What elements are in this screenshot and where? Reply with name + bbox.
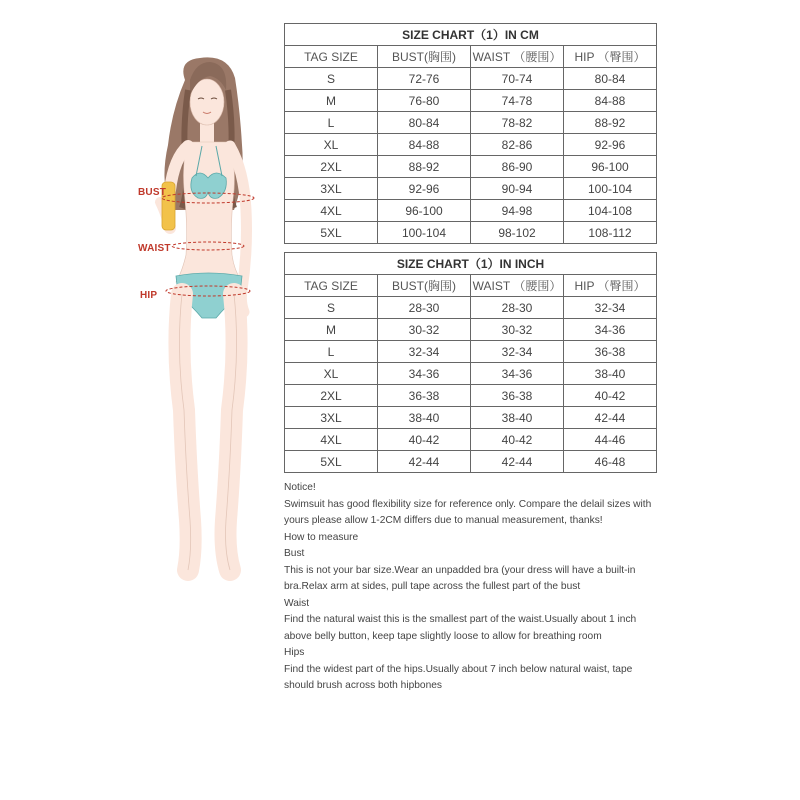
hip-cell: 96-100 (564, 156, 657, 178)
bust-cell: 36-38 (378, 385, 471, 407)
table-row (285, 319, 657, 341)
bust-cell: 40-42 (378, 429, 471, 451)
waist-cell: 34-36 (471, 363, 564, 385)
table-row (285, 112, 657, 134)
inch-size-chart (284, 252, 657, 473)
table-row (285, 385, 657, 407)
hip-cell: 40-42 (564, 385, 657, 407)
waist-cell: 42-44 (471, 451, 564, 473)
tag-size-cell: 3XL (285, 407, 378, 429)
bust-cell: 96-100 (378, 200, 471, 222)
hip-cell: 36-38 (564, 341, 657, 363)
waist-cell: 94-98 (471, 200, 564, 222)
hip-cell: 104-108 (564, 200, 657, 222)
bust-cell: 88-92 (378, 156, 471, 178)
table-row (285, 178, 657, 200)
notes-line: Swimsuit has good flexibility size for reference only. Compare the delail sizes with (284, 498, 652, 510)
bust-cell: 32-34 (378, 341, 471, 363)
tag-size-cell: 4XL (285, 429, 378, 451)
waist-cell: 40-42 (471, 429, 564, 451)
hip-cell: 92-96 (564, 134, 657, 156)
waist-cell: 82-86 (471, 134, 564, 156)
notes-line: bra.Relax arm at sides, pull tape across the fullest part of the bust (284, 581, 581, 592)
col-header-waist: WAIST （腰围） (471, 275, 564, 297)
waist-cell: 36-38 (471, 385, 564, 407)
hip-cell: 84-88 (564, 90, 657, 112)
hip-cell: 100-104 (564, 178, 657, 200)
cm-table-title: SIZE CHART（1）IN CM (285, 24, 657, 46)
table-row (285, 200, 657, 222)
tag-size-cell: XL (285, 134, 378, 156)
col-header-bust: BUST(胸围) (378, 46, 471, 68)
notes-line: Bust (284, 548, 305, 559)
tag-size-cell: 5XL (285, 222, 378, 244)
cm-table (284, 23, 657, 244)
table-row (285, 297, 657, 319)
hip-cell: 42-44 (564, 407, 657, 429)
col-header-hip: HIP （臀围） (564, 46, 657, 68)
hip-cell: 38-40 (564, 363, 657, 385)
tag-size-cell: 4XL (285, 200, 378, 222)
hip-cell: 44-46 (564, 429, 657, 451)
tag-size-cell: M (285, 319, 378, 341)
bust-cell: 72-76 (378, 68, 471, 90)
inch-table-title: SIZE CHART（1）IN INCH (285, 253, 657, 275)
table-row (285, 156, 657, 178)
bust-cell: 84-88 (378, 134, 471, 156)
waist-cell: 86-90 (471, 156, 564, 178)
waist-cell: 78-82 (471, 112, 564, 134)
model-illustration (130, 50, 280, 590)
table-row (285, 429, 657, 451)
notes-line: should brush across both hipbones (284, 680, 443, 691)
notes-line: This is not your bar size.Wear an unpadded bra (your dress will have a built-in (284, 564, 636, 576)
measurement-notes (284, 480, 684, 695)
col-header-hip: HIP （臀围） (564, 275, 657, 297)
bust-cell: 28-30 (378, 297, 471, 319)
notes-line: Waist (284, 597, 310, 609)
waist-cell: 38-40 (471, 407, 564, 429)
tag-size-cell: 5XL (285, 451, 378, 473)
tag-size-cell: L (285, 341, 378, 363)
cm-size-chart (284, 23, 657, 244)
notes-line: Hips (284, 647, 305, 658)
bikini-top (191, 173, 226, 198)
hip-cell: 32-34 (564, 297, 657, 319)
table-row (285, 222, 657, 244)
inch-table (284, 252, 657, 473)
bust-cell: 92-96 (378, 178, 471, 200)
table-row (285, 90, 657, 112)
waist-cell: 70-74 (471, 68, 564, 90)
waist-cell: 28-30 (471, 297, 564, 319)
tag-size-cell: XL (285, 363, 378, 385)
table-row (285, 363, 657, 385)
notes-line: How to measure (284, 531, 359, 543)
bust-cell: 42-44 (378, 451, 471, 473)
tag-size-cell: 2XL (285, 156, 378, 178)
waist-label: WAIST (138, 243, 171, 254)
tag-size-cell: S (285, 297, 378, 319)
col-header-tag-size: TAG SIZE (285, 275, 378, 297)
table-row (285, 68, 657, 90)
tag-size-cell: S (285, 68, 378, 90)
table-row (285, 407, 657, 429)
notes-line: Notice! (284, 482, 316, 493)
notes-line: yours please allow 1-2CM differs due to manual measurement, thanks! (284, 515, 603, 526)
notes-line: Find the natural waist this is the smallest part of the waist.Usually about 1 inch (284, 614, 637, 625)
hip-cell: 108-112 (564, 222, 657, 244)
tag-size-cell: 2XL (285, 385, 378, 407)
hip-cell: 34-36 (564, 319, 657, 341)
waist-cell: 32-34 (471, 341, 564, 363)
hip-cell: 46-48 (564, 451, 657, 473)
bust-cell: 30-32 (378, 319, 471, 341)
waist-cell: 90-94 (471, 178, 564, 200)
notes-line: above belly button, keep tape slightly loose to allow for breathing room (284, 630, 602, 642)
col-header-bust: BUST(胸围) (378, 275, 471, 297)
bust-cell: 34-36 (378, 363, 471, 385)
table-row (285, 341, 657, 363)
notes-line: Find the widest part of the hips.Usually about 7 inch below natural waist, tape (284, 663, 633, 675)
tag-size-cell: 3XL (285, 178, 378, 200)
waist-cell: 74-78 (471, 90, 564, 112)
bust-cell: 76-80 (378, 90, 471, 112)
col-header-tag-size: TAG SIZE (285, 46, 378, 68)
bust-label: BUST (138, 187, 167, 198)
waist-cell: 98-102 (471, 222, 564, 244)
tag-size-cell: M (285, 90, 378, 112)
table-row (285, 134, 657, 156)
model-figure (130, 50, 280, 590)
table-row (285, 451, 657, 473)
waist-cell: 30-32 (471, 319, 564, 341)
bust-cell: 80-84 (378, 112, 471, 134)
hip-label: HIP (140, 290, 158, 301)
col-header-waist: WAIST （腰围） (471, 46, 564, 68)
bust-cell: 38-40 (378, 407, 471, 429)
hip-cell: 80-84 (564, 68, 657, 90)
bust-cell: 100-104 (378, 222, 471, 244)
hip-cell: 88-92 (564, 112, 657, 134)
tag-size-cell: L (285, 112, 378, 134)
